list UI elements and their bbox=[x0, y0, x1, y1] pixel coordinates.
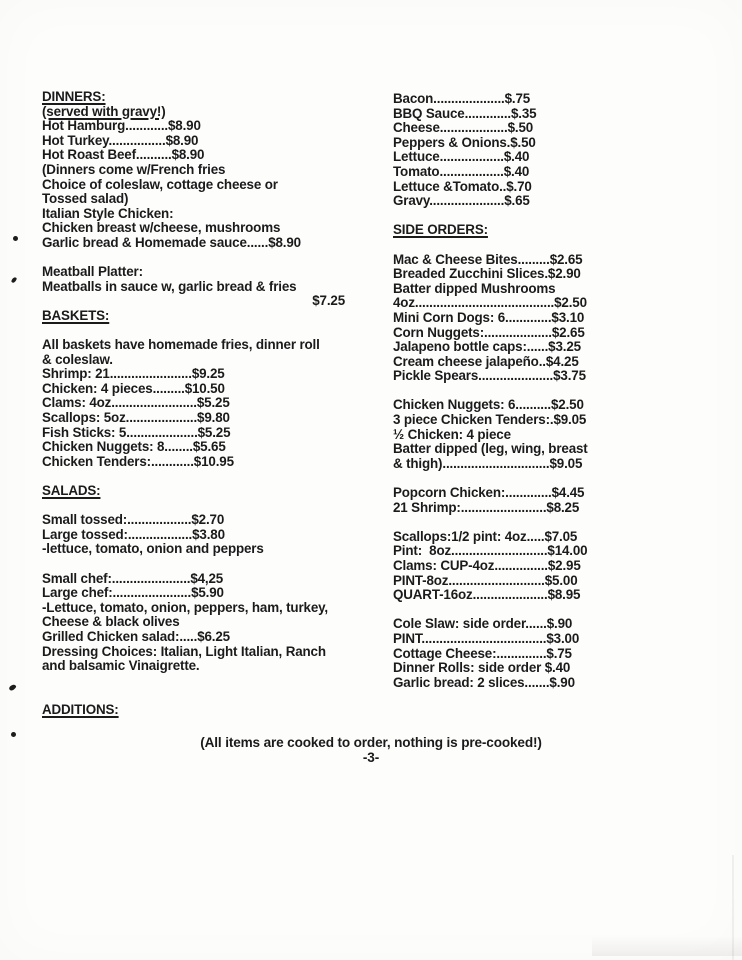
scan-edge-line bbox=[732, 855, 734, 960]
spacer-line bbox=[393, 238, 728, 253]
menu-line: Meatball Platter: bbox=[42, 264, 143, 280]
menu-line: QUART-16oz.....................$8.95 bbox=[393, 587, 581, 603]
menu-line: Large tossed:..................$3.80 bbox=[42, 526, 225, 542]
menu-line: Dinner Rolls: side order $.40 bbox=[393, 660, 571, 676]
menu-line: ½ Chicken: 4 piece bbox=[393, 426, 511, 442]
menu-line: Clams: 4oz........................$5.25 bbox=[42, 395, 230, 411]
menu-line: -lettuce, tomato, onion and peppers bbox=[42, 541, 264, 557]
menu-line: Mini Corn Dogs: 6.............$3.10 bbox=[393, 309, 585, 325]
menu-line: PINT-8oz...........................$5.00 bbox=[393, 572, 578, 588]
menu-line: (Dinners come w/French fries bbox=[42, 161, 226, 177]
menu-line: Garlic bread: 2 slices.......$.90 bbox=[393, 674, 575, 690]
page-footer bbox=[0, 735, 742, 765]
menu-line: Cream cheese jalapeño..$4.25 bbox=[393, 353, 579, 369]
ink-speck bbox=[11, 732, 16, 737]
menu-line: Cheese...................$.50 bbox=[393, 120, 534, 136]
spacer-line bbox=[393, 384, 728, 399]
ink-speck bbox=[8, 683, 16, 692]
menu-line: $7.25 bbox=[312, 293, 345, 309]
menu-line: Cole Slaw: side order......$.90 bbox=[393, 616, 573, 632]
menu-line: Chicken Tenders:............$10.95 bbox=[42, 453, 234, 469]
menu-line: 3 piece Chicken Tenders:.$9.05 bbox=[393, 412, 587, 428]
section-heading: (served with gravy!) bbox=[42, 103, 166, 119]
spacer-line bbox=[393, 471, 728, 486]
menu-line: Choice of coleslaw, cottage cheese or bbox=[42, 176, 278, 192]
menu-line: Chicken breast w/cheese, mushrooms bbox=[42, 220, 281, 236]
menu-line: Meatballs in sauce w, garlic bread & fries bbox=[42, 278, 297, 294]
menu-line: Dressing Choices: Italian, Light Italian, Ranch bbox=[42, 643, 326, 659]
menu-line: Lettuce..................$.40 bbox=[393, 149, 530, 165]
menu-line: Lettuce &Tomato..$.70 bbox=[393, 178, 532, 194]
spacer-line bbox=[42, 251, 390, 266]
menu-line: Chicken: 4 pieces.........$10.50 bbox=[42, 380, 225, 396]
menu-column-right bbox=[393, 92, 728, 690]
ink-speck bbox=[11, 276, 17, 283]
menu-line: Small chef:......................$4,25 bbox=[42, 570, 224, 586]
menu-line: Hot Roast Beef..........$8.90 bbox=[42, 147, 205, 163]
menu-line: Garlic bread & Homemade sauce......$8.90 bbox=[42, 234, 301, 250]
menu-line: BBQ Sauce.............$.35 bbox=[393, 105, 537, 121]
spacer-line bbox=[42, 674, 390, 689]
footer-note: (All items are cooked to order, nothing is pre-cooked!) bbox=[200, 735, 542, 750]
menu-line: Mac & Cheese Bites.........$2.65 bbox=[393, 251, 583, 267]
menu-line: Batter dipped Mushrooms bbox=[393, 280, 556, 296]
menu-line: & coleslaw. bbox=[42, 351, 113, 367]
menu-line: Hot Hamburg............$8.90 bbox=[42, 118, 201, 134]
spacer-line bbox=[393, 515, 728, 530]
menu-line: Chicken Nuggets: 8........$5.65 bbox=[42, 439, 226, 455]
menu-line: Fish Sticks: 5....................$5.25 bbox=[42, 424, 231, 440]
menu-line: PINT...................................$3.00 bbox=[393, 630, 580, 646]
spacer-line bbox=[42, 557, 390, 572]
menu-line: Hot Turkey................$8.90 bbox=[42, 132, 199, 148]
menu-line: Peppers & Onions.$.50 bbox=[393, 134, 536, 150]
menu-line: Chicken Nuggets: 6..........$2.50 bbox=[393, 397, 584, 413]
menu-line: Breaded Zucchini Slices.$2.90 bbox=[393, 266, 581, 282]
menu-line: Italian Style Chicken: bbox=[42, 205, 174, 221]
menu-line: Grilled Chicken salad:.....$6.25 bbox=[42, 628, 230, 644]
spacer-line bbox=[393, 603, 728, 618]
menu-line: Large chef:......................$5.90 bbox=[42, 585, 224, 601]
section-heading: SIDE ORDERS: bbox=[393, 222, 488, 238]
section-heading: BASKETS: bbox=[42, 307, 110, 323]
menu-column-left bbox=[42, 90, 390, 718]
menu-line: and balsamic Vinaigrette. bbox=[42, 658, 200, 674]
menu-line: Bacon....................$.75 bbox=[393, 91, 531, 106]
section-heading: ADDITIONS: bbox=[42, 701, 119, 717]
section-heading: DINNERS: bbox=[42, 89, 106, 104]
spacer-line bbox=[42, 499, 390, 514]
menu-line: Batter dipped (leg, wing, breast bbox=[393, 441, 588, 457]
menu-line: All baskets have homemade fries, dinner roll bbox=[42, 337, 320, 353]
menu-line: & thigh)..............................$9.05 bbox=[393, 455, 583, 471]
menu-line: Clams: CUP-4oz...............$2.95 bbox=[393, 558, 581, 573]
spacer-line bbox=[42, 324, 390, 339]
menu-line: Tossed salad) bbox=[42, 191, 129, 207]
menu-line: Corn Nuggets:...................$2.65 bbox=[393, 324, 585, 340]
menu-line: -Lettuce, tomato, onion, peppers, ham, turkey, bbox=[42, 599, 328, 615]
spacer-line bbox=[42, 469, 390, 484]
menu-line: Scallops: 5oz....................$9.80 bbox=[42, 410, 230, 426]
menu-line: Jalapeno bottle caps:......$3.25 bbox=[393, 339, 581, 355]
ink-speck bbox=[13, 236, 18, 241]
menu-line: Gravy.....................$.65 bbox=[393, 193, 530, 209]
menu-line: Cottage Cheese:..............$.75 bbox=[393, 645, 572, 661]
spacer-line bbox=[42, 688, 390, 703]
menu-line: Tomato..................$.40 bbox=[393, 163, 530, 179]
menu-line: 21 Shrimp:........................$8.25 bbox=[393, 499, 580, 515]
menu-line: Popcorn Chicken:.............$4.45 bbox=[393, 485, 585, 501]
menu-line: Pickle Spears.....................$3.75 bbox=[393, 368, 586, 384]
menu-line: Scallops:1/2 pint: 4oz.....$7.05 bbox=[393, 528, 578, 544]
menu-line: Shrimp: 21.......................$9.25 bbox=[42, 366, 225, 382]
menu-line: Pint: 8oz...........................$14.00 bbox=[393, 543, 588, 559]
section-heading: SALADS: bbox=[42, 483, 101, 499]
page-number: -3- bbox=[362, 750, 380, 765]
spacer-line bbox=[393, 209, 728, 224]
scan-smudge bbox=[592, 936, 742, 956]
menu-line: 4oz.......................................$2.50 bbox=[393, 295, 587, 311]
menu-line: Small tossed:..................$2.70 bbox=[42, 512, 225, 528]
menu-line: Cheese & black olives bbox=[42, 614, 180, 630]
